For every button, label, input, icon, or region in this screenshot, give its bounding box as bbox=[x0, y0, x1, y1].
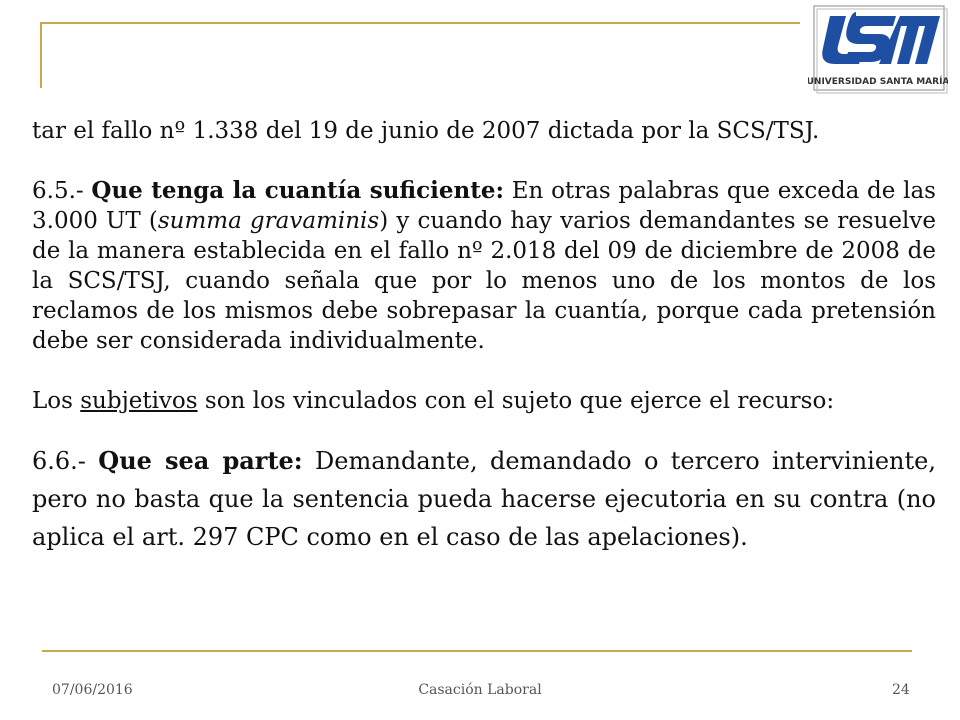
left-rule bbox=[40, 22, 42, 88]
footer-date: 07/06/2016 bbox=[52, 682, 133, 698]
footer-title: Casación Laboral bbox=[418, 682, 542, 698]
page-number: 24 bbox=[892, 682, 910, 698]
underlined-term: subjetivos bbox=[80, 388, 198, 414]
bottom-rule bbox=[42, 650, 912, 652]
logo-caption: UNIVERSIDAD SANTA MARÍA bbox=[808, 77, 948, 87]
heading-parte: Que sea parte: bbox=[98, 446, 303, 475]
paragraph-parte: 6.6.- Que sea parte: Demandante, demandado o tercero interviniente, pero no basta que la sentencia pueda hacerse ejecutoria en su contra (no aplica el art. 297 CPC como en el caso de las apelaciones). bbox=[32, 446, 936, 551]
paragraph-subjetivos: Los subjetivos son los vinculados con el sujeto que ejerce el recurso: bbox=[32, 388, 835, 414]
slide-body bbox=[32, 116, 936, 556]
paragraph-continuation: tar el fallo nº 1.338 del 19 de junio de 2007 dictada por la SCS/TSJ. bbox=[32, 118, 820, 144]
heading-cuantia: Que tenga la cuantía suficiente: bbox=[91, 177, 504, 204]
top-rule bbox=[40, 22, 800, 24]
latin-term: summa gravaminis bbox=[157, 208, 380, 234]
university-logo bbox=[808, 2, 948, 94]
paragraph-cuantia: 6.5.- Que tenga la cuantía suficiente: En otras palabras que exceda de las 3.000 UT (summa gravaminis) y cuando hay varios demandantes se resuelve de la manera establecida en el fallo nº 2.018 del 09 de diciembre de 2008 de la SCS/TSJ, cuando señala que por lo menos uno de los montos de los reclamos de los mismos debe sobrepasar la cuantía, porque cada pretensión debe ser considerada individualmente. bbox=[32, 177, 936, 354]
